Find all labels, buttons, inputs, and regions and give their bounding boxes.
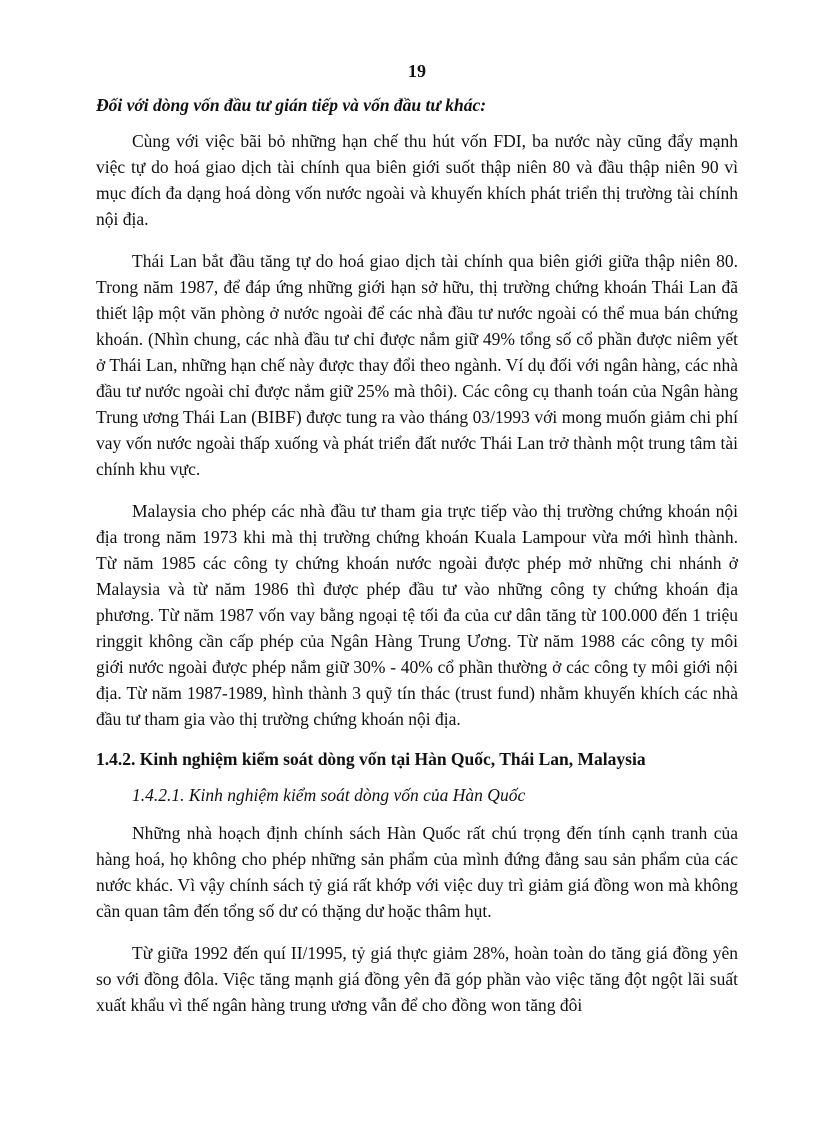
section-heading: 1.4.2. Kinh nghiệm kiểm soát dòng vốn tại Hàn Quốc, Thái Lan, Malaysia: [96, 749, 646, 769]
subsection-heading: 1.4.2.1. Kinh nghiệm kiểm soát dòng vốn của Hàn Quốc: [132, 785, 526, 805]
paragraph-financial-liberalization: Cùng với việc bãi bỏ những hạn chế thu hút vốn FDI, ba nước này cũng đẩy mạnh việc tự do hoá giao dịch tài chính qua biên giới suốt thập niên 80 và đầu thập niên 90 vì mục đích đa dạng hoá dòng vốn nước ngoài và khuyến khích phát triển thị trường tài chính nội địa.: [96, 131, 738, 229]
subheading-indirect-investment: Đối với dòng vốn đầu tư gián tiếp và vốn đầu tư khác:: [96, 95, 487, 115]
paragraph-korea-policy: Những nhà hoạch định chính sách Hàn Quốc rất chú trọng đến tính cạnh tranh của hàng hoá, họ không cho phép những sản phẩm của mình đứng đằng sau sản phẩm của các nước khác. Vì vậy chính sách tỷ giá rất khớp với việc duy trì giảm giá đồng won mà không cần quan tâm đến tổng số dư có thặng dư hoặc thâm hụt.: [96, 823, 738, 921]
paragraph-korea-exchange-rate: Từ giữa 1992 đến quí II/1995, tỷ giá thực giảm 28%, hoàn toàn do tăng giá đồng yên so với đồng đôla. Việc tăng mạnh giá đồng yên đã góp phần vào việc tăng đột ngột lãi suất xuất khẩu vì thế ngân hàng trung ương vẫn để cho đồng won tăng đôi: [96, 943, 738, 1015]
paragraph-malaysia: Malaysia cho phép các nhà đầu tư tham gia trực tiếp vào thị trường chứng khoán nội địa trong năm 1973 khi mà thị trường chứng khoán Kuala Lampour vừa mới hình thành. Từ năm 1985 các công ty chứng khoán nước ngoài được phép mở những chi nhánh ở Malaysia và từ năm 1986 thì được phép đầu tư vào những công ty chứng khoán địa phương. Từ năm 1987 vốn vay bằng ngoại tệ tối đa của cư dân tăng từ 100.000 đến 1 triệu ringgit không cần cấp phép của Ngân Hàng Trung Ương. Từ năm 1988 các công ty môi giới nước ngoài được phép nắm giữ 30% - 40% cổ phần thường ở các công ty môi giới nội địa. Từ năm 1987-1989, hình thành 3 quỹ tín thác (trust fund) nhằm khuyến khích các nhà đầu tư tham gia vào thị trường chứng khoán nội địa.: [96, 501, 738, 729]
paragraph-thailand: Thái Lan bắt đầu tăng tự do hoá giao dịch tài chính qua biên giới giữa thập niên 80. Trong năm 1987, để đáp ứng những giới hạn sở hữu, thị trường chứng khoán Thái Lan đã thiết lập một văn phòng ở nước ngoài để các nhà đầu tư nước ngoài có thể mua bán chứng khoán. (Nhìn chung, các nhà đầu tư chỉ được nắm giữ 49% tổng số cổ phần được niêm yết ở Thái Lan, những hạn chế này được thay đổi theo ngành. Ví dụ đối với ngân hàng, các nhà đầu tư nước ngoài chỉ được nắm giữ 25% mà thôi). Các công cụ thanh toán của Ngân hàng Trung ương Thái Lan (BIBF) được tung ra vào tháng 03/1993 với mong muốn giảm chi phí vay vốn nước ngoài thấp xuống và phát triển đất nước Thái Lan trở thành một trung tâm tài chính khu vực.: [96, 251, 738, 479]
page-number: 19: [408, 61, 426, 81]
